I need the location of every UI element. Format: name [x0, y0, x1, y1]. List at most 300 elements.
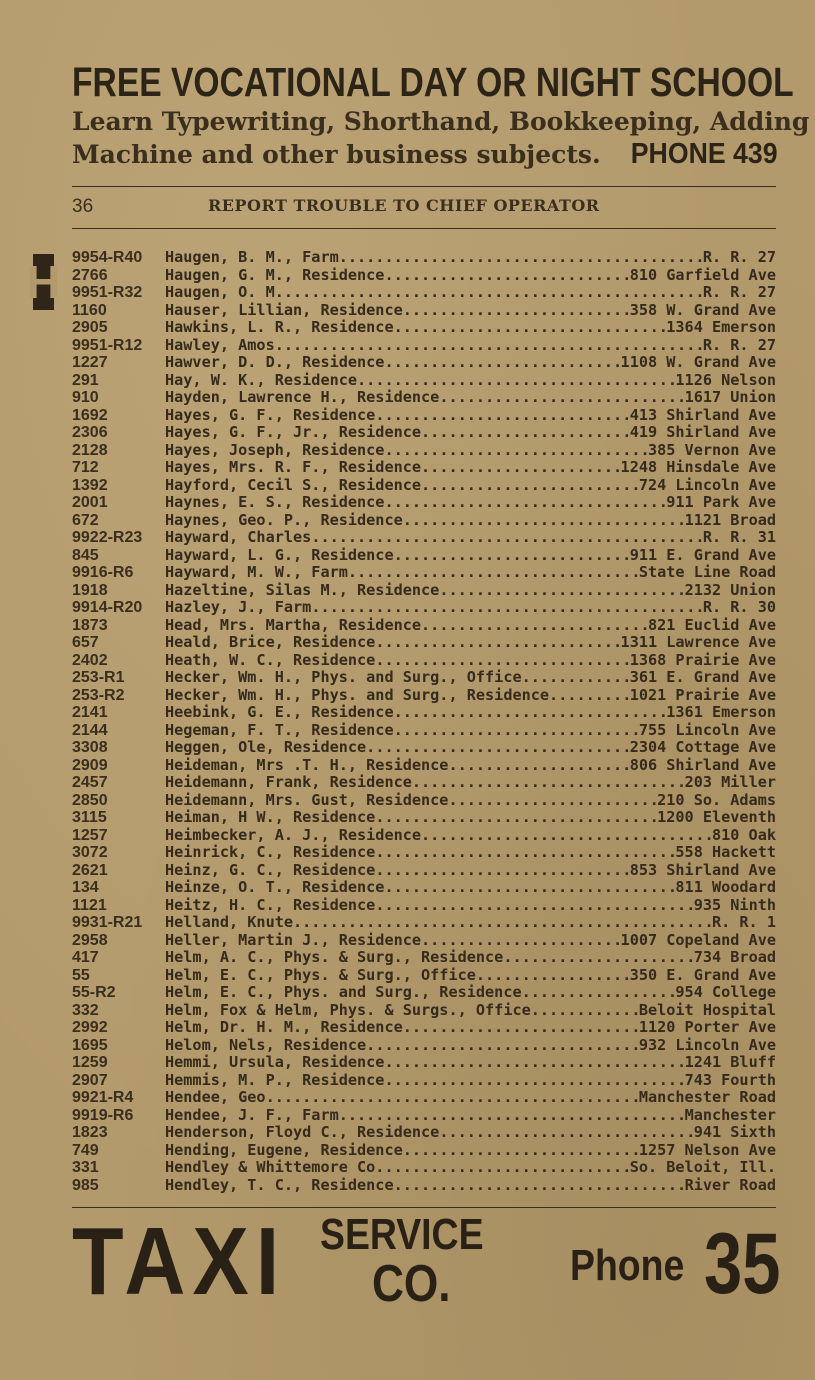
subscriber-address: 810 Oak: [711, 825, 776, 844]
phone-number: 134: [72, 879, 99, 896]
subscriber-name: Hawley, Amos: [165, 335, 275, 354]
subscriber-name: Heebink, G. E., Residence: [165, 703, 394, 721]
listing-row: [72, 302, 776, 320]
subscriber-address: 210 So. Adams: [657, 790, 776, 809]
leader-dots: [503, 949, 693, 967]
phone-number: 2402: [72, 651, 108, 669]
listing-entry: [165, 389, 776, 407]
subscriber-name: Helm, E. C., Phys. & Surg., Office: [165, 965, 476, 984]
listing-entry: [165, 1124, 776, 1142]
listing-row: [72, 337, 776, 355]
subscriber-address: 2304 Cottage Ave: [629, 738, 776, 756]
listing-entry: [165, 949, 776, 967]
listing-row: [72, 599, 776, 617]
listing-row: [72, 844, 776, 862]
listing-row: [72, 669, 776, 687]
subscriber-name: Helm, Dr. H. M., Residence: [165, 1018, 403, 1036]
header-notice: REPORT TROUBLE TO CHIEF OPERATOR: [208, 196, 600, 215]
subscriber-name: Hayes, Mrs. R. F., Residence: [165, 458, 422, 476]
subscriber-address: State Line Road: [638, 563, 776, 581]
subscriber-address: 361 E. Grand Ave: [629, 668, 776, 686]
listing-entry: [165, 459, 776, 477]
listing-entry: [165, 407, 776, 425]
leader-dots: [384, 1072, 684, 1090]
subscriber-name: Heinze, O. T., Residence: [165, 878, 385, 896]
listing-entry: [165, 879, 776, 897]
subscriber-address: 743 Fourth: [684, 1070, 776, 1089]
subscriber-name: Hazley, J., Farm: [165, 598, 312, 616]
section-letter-tab: H: [26, 256, 61, 308]
phone-number: 2144: [72, 721, 108, 739]
leader-dots: [366, 1037, 639, 1055]
leader-dots: [522, 669, 630, 687]
phone-number: 417: [72, 949, 99, 966]
phone-number: 2001: [72, 494, 108, 511]
phone-number: 253-R2: [72, 686, 125, 704]
leader-dots: [384, 442, 648, 460]
subscriber-name: Haugen, O. M.: [165, 283, 284, 301]
phone-number: 9954-R40: [72, 249, 143, 266]
phone-number: 2958: [72, 931, 108, 949]
listing-row: [72, 722, 776, 740]
ad-line-2-row: [72, 138, 778, 171]
listing-entry: [165, 267, 776, 285]
leader-dots: [421, 932, 621, 950]
phone-number: 2992: [72, 1019, 108, 1036]
listing-entry: [165, 739, 776, 757]
subscriber-address: 810 Garfield Ave: [629, 265, 776, 284]
leader-dots: [357, 372, 675, 390]
listing-entry: [165, 319, 776, 337]
subscriber-address: 1126 Nelson: [675, 370, 776, 389]
listing-row: [72, 477, 776, 495]
directory-listing: [72, 249, 776, 1194]
subscriber-name: Hayes, G. F., Residence: [165, 405, 376, 424]
listing-row: [72, 1124, 776, 1142]
subscriber-name: Heimbecker, A. J., Residence: [165, 825, 422, 844]
subscriber-name: Hayes, Joseph, Residence: [165, 440, 385, 459]
listing-entry: [165, 914, 776, 932]
listing-row: [72, 1107, 776, 1125]
subscriber-name: Helom, Nels, Residence: [165, 1035, 367, 1054]
phone-number: 712: [72, 459, 99, 476]
listing-row: [72, 617, 776, 635]
subscriber-address: 1257 Nelson Ave: [638, 1140, 776, 1159]
subscriber-name: Helm, Fox & Helm, Phys. & Surgs., Office: [165, 1000, 531, 1019]
phone-number: 672: [72, 511, 99, 529]
subscriber-name: Hendley & Whittemore Co.: [165, 1158, 385, 1176]
listing-row: [72, 792, 776, 810]
listing-entry: [165, 249, 776, 267]
taxi-phone-number: 35: [704, 1216, 781, 1312]
leader-dots: [403, 1142, 639, 1160]
phone-number: 3072: [72, 844, 108, 861]
listing-row: [72, 547, 776, 565]
listing-entry: [165, 932, 776, 950]
leader-dots: [366, 739, 630, 757]
subscriber-address: Manchester Road: [638, 1088, 776, 1106]
listing-row: [72, 442, 776, 460]
listing-row: [72, 757, 776, 775]
subscriber-address: 558 Hackett: [675, 843, 776, 861]
listing-row: [72, 1072, 776, 1090]
listing-row: [72, 354, 776, 372]
subscriber-name: Haugen, B. M., Farm: [165, 248, 339, 266]
subscriber-name: Hemmis, M. P., Residence: [165, 1070, 385, 1089]
leader-dots: [348, 564, 639, 582]
listing-row: [72, 687, 776, 705]
phone-number: 9922-R23: [72, 529, 143, 546]
leader-dots: [394, 319, 667, 337]
subscriber-address: 734 Broad: [693, 948, 776, 966]
listing-row: [72, 1054, 776, 1072]
subscriber-name: Head, Mrs. Martha, Residence: [165, 615, 422, 634]
subscriber-address: 911 E. Grand Ave: [629, 545, 776, 564]
listing-entry: [165, 582, 776, 600]
leader-dots: [384, 1159, 629, 1177]
listing-entry: [165, 704, 776, 722]
listing-row: [72, 407, 776, 425]
leader-dots: [275, 1089, 639, 1107]
listing-row: [72, 862, 776, 880]
subscriber-name: Heggen, Ole, Residence: [165, 738, 367, 756]
subscriber-name: Heideman, Mrs .T. H., Residence: [165, 755, 449, 774]
leader-dots: [293, 914, 712, 932]
subscriber-address: 1007 Copeland Ave: [620, 930, 776, 949]
listing-row: [72, 372, 776, 390]
subscriber-address: 724 Lincoln Ave: [638, 475, 776, 494]
subscriber-address: R. R. 27: [702, 248, 776, 266]
listing-entry: [165, 669, 776, 687]
phone-number: 2306: [72, 424, 108, 441]
listing-entry: [165, 757, 776, 775]
leader-dots: [375, 407, 629, 425]
subscriber-address: 853 Shirland Ave: [629, 860, 776, 879]
leader-dots: [311, 599, 703, 617]
listing-entry: [165, 1019, 776, 1037]
leader-dots: [439, 389, 684, 407]
leader-dots: [284, 284, 703, 302]
listing-row: [72, 984, 776, 1002]
phone-number: 2850: [72, 791, 108, 809]
subscriber-address: 1364 Emerson: [666, 318, 776, 336]
listing-entry: [165, 494, 776, 512]
leader-dots: [403, 302, 630, 320]
listing-entry: [165, 652, 776, 670]
leader-dots: [339, 1107, 685, 1125]
subscriber-name: Hayes, G. F., Jr., Residence: [165, 423, 422, 441]
ad-title: FREE VOCATIONAL DAY OR NIGHT SCHOOL: [72, 59, 794, 105]
phone-number: 2909: [72, 756, 108, 774]
leader-dots: [439, 582, 684, 600]
listing-entry: [165, 1107, 776, 1125]
listing-entry: [165, 547, 776, 565]
subscriber-address: 1241 Bluff: [684, 1053, 776, 1071]
phone-number: 55-R2: [72, 984, 116, 1001]
subscriber-name: Hay, W. K., Residence: [165, 370, 358, 389]
listing-row: [72, 1089, 776, 1107]
listing-row: [72, 319, 776, 337]
subscriber-name: Hemmi, Ursula, Residence: [165, 1053, 385, 1071]
subscriber-name: Helland, Knute: [165, 913, 294, 931]
subscriber-name: Hazeltine, Silas M., Residence: [165, 580, 440, 599]
ad-line-2: Machine and other business subjects.: [72, 140, 601, 169]
subscriber-name: Heller, Martin J., Residence: [165, 930, 422, 949]
listing-entry: [165, 512, 776, 530]
leader-dots: [394, 722, 639, 740]
subscriber-name: Hendee, J. F., Farm: [165, 1105, 339, 1124]
phone-number: 1259: [72, 1054, 108, 1071]
subscriber-address: 1200 Eleventh: [657, 808, 776, 826]
phone-number: 1392: [72, 476, 108, 494]
subscriber-address: 1021 Prairie Ave: [629, 685, 776, 704]
listing-row: [72, 564, 776, 582]
phone-number: 1227: [72, 354, 108, 371]
phone-number: 253-R1: [72, 669, 125, 686]
ad-line-1: Learn Typewriting, Shorthand, Bookkeeping, Adding: [72, 107, 810, 136]
subscriber-name: Hayford, Cecil S., Residence: [165, 475, 422, 494]
listing-row: [72, 652, 776, 670]
subscriber-address: 954 College: [675, 983, 776, 1001]
leader-dots: [394, 1177, 685, 1195]
subscriber-name: Hegeman, F. T., Residence: [165, 720, 394, 739]
leader-dots: [384, 267, 629, 285]
leader-dots: [421, 827, 712, 845]
subscriber-name: Heath, W. C., Residence: [165, 650, 376, 669]
leader-dots: [448, 757, 629, 775]
subscriber-address: 1368 Prairie Ave: [629, 650, 776, 669]
subscriber-address: 1120 Porter Ave: [638, 1018, 776, 1036]
listing-row: [72, 897, 776, 915]
service-word: SERVICE: [320, 1210, 484, 1259]
phone-number: 2766: [72, 266, 108, 284]
listing-row: [72, 949, 776, 967]
subscriber-name: Hendee, Geo.: [165, 1088, 275, 1106]
subscriber-name: Heinrick, C., Residence: [165, 843, 376, 861]
phone-number: 845: [72, 546, 99, 564]
listing-entry: [165, 529, 776, 547]
listing-row: [72, 774, 776, 792]
phone-number: 2128: [72, 441, 108, 459]
listing-entry: [165, 424, 776, 442]
leader-dots: [375, 809, 657, 827]
leader-dots: [275, 337, 703, 355]
leader-dots: [375, 844, 675, 862]
listing-entry: [165, 477, 776, 495]
leader-dots: [375, 897, 693, 915]
phone-number: 657: [72, 634, 99, 651]
leader-dots: [384, 1054, 684, 1072]
listing-entry: [165, 1072, 776, 1090]
listing-row: [72, 1159, 776, 1177]
phone-number: 1695: [72, 1036, 108, 1054]
listing-entry: [165, 897, 776, 915]
leader-dots: [375, 652, 629, 670]
listing-row: [72, 284, 776, 302]
listing-entry: [165, 337, 776, 355]
subscriber-name: Haynes, E. S., Residence: [165, 493, 385, 511]
leader-dots: [421, 477, 639, 495]
ad-phone: PHONE 439: [631, 138, 778, 170]
header-rule: [72, 228, 776, 229]
subscriber-address: 385 Vernon Ave: [647, 440, 776, 459]
listing-entry: [165, 1089, 776, 1107]
listing-entry: [165, 809, 776, 827]
subscriber-address: 1361 Emerson: [666, 703, 776, 721]
listing-row: [72, 1019, 776, 1037]
leader-dots: [522, 984, 676, 1002]
listing-row: [72, 529, 776, 547]
subscriber-name: Heiman, H W., Residence: [165, 808, 376, 826]
phone-number: 331: [72, 1159, 99, 1176]
subscriber-name: Hecker, Wm. H., Phys. and Surg., Office: [165, 668, 522, 686]
subscriber-address: Beloit Hospital: [638, 1000, 776, 1019]
listing-row: [72, 1177, 776, 1195]
taxi-word: TAXI: [72, 1208, 287, 1315]
phone-number: 1873: [72, 616, 108, 634]
subscriber-address: So. Beloit, Ill.: [629, 1158, 776, 1176]
listing-row: [72, 739, 776, 757]
phone-number: 3115: [72, 809, 107, 826]
listing-entry: [165, 1002, 776, 1020]
listing-entry: [165, 634, 776, 652]
school-advertisement: [72, 58, 810, 171]
phone-number: 9916-R6: [72, 564, 134, 581]
listing-row: [72, 827, 776, 845]
phone-number: 9919-R6: [72, 1106, 134, 1124]
phone-number: 9951-R12: [72, 336, 143, 354]
phone-number: 2621: [72, 861, 108, 879]
listing-row: [72, 424, 776, 442]
listing-row: [72, 1142, 776, 1160]
leader-dots: [531, 1002, 639, 1020]
subscriber-address: 358 W. Grand Ave: [629, 300, 776, 319]
phone-number: 1121: [72, 896, 107, 914]
subscriber-address: Manchester: [684, 1105, 776, 1124]
listing-row: [72, 459, 776, 477]
phone-number: 9921-R4: [72, 1089, 134, 1106]
listing-entry: [165, 1159, 776, 1177]
listing-entry: [165, 722, 776, 740]
listing-entry: [165, 984, 776, 1002]
phone-number: 2457: [72, 774, 108, 791]
subscriber-address: River Road: [684, 1175, 776, 1194]
listing-entry: [165, 302, 776, 320]
phone-number: 2141: [72, 704, 108, 721]
taxi-advertisement: [72, 1208, 781, 1322]
subscriber-name: Henderson, Floyd C., Residence: [165, 1123, 440, 1141]
listing-entry: [165, 1037, 776, 1055]
subscriber-address: 203 Miller: [684, 773, 776, 791]
leader-dots: [421, 617, 648, 635]
phone-number: 332: [72, 1001, 99, 1019]
subscriber-address: 1108 W. Grand Ave: [620, 353, 776, 371]
subscriber-address: 932 Lincoln Ave: [638, 1035, 776, 1054]
subscriber-name: Hayward, L. G., Residence: [165, 545, 394, 564]
page-header: [72, 194, 776, 222]
listing-row: [72, 582, 776, 600]
subscriber-address: 821 Euclid Ave: [647, 615, 776, 634]
leader-dots: [311, 529, 703, 547]
subscriber-address: 1617 Union: [684, 388, 776, 406]
subscriber-address: R. R. 31: [702, 528, 776, 546]
leader-dots: [439, 1124, 693, 1142]
subscriber-name: Hayward, Charles: [165, 528, 312, 546]
phone-number: 2905: [72, 319, 108, 336]
listing-entry: [165, 354, 776, 372]
listing-entry: [165, 617, 776, 635]
phone-number: 749: [72, 1141, 99, 1159]
listing-entry: [165, 1054, 776, 1072]
leader-dots: [394, 704, 667, 722]
leader-dots: [403, 512, 685, 530]
leader-dots: [476, 967, 630, 985]
listing-entry: [165, 687, 776, 705]
leader-dots: [448, 792, 657, 810]
listing-entry: [165, 862, 776, 880]
leader-dots: [412, 774, 685, 792]
listing-entry: [165, 284, 776, 302]
subscriber-name: Heidemann, Mrs. Gust, Residence: [165, 790, 449, 809]
listing-row: [72, 1037, 776, 1055]
leader-dots: [421, 424, 630, 442]
listing-row: [72, 267, 776, 285]
listing-row: [72, 704, 776, 722]
leader-dots: [403, 1019, 639, 1037]
phone-number: 1823: [72, 1124, 108, 1141]
subscriber-name: Helm, A. C., Phys. & Surg., Residence: [165, 948, 504, 966]
subscriber-name: Heald, Brice, Residence: [165, 633, 376, 651]
listing-entry: [165, 827, 776, 845]
subscriber-name: Heidemann, Frank, Residence: [165, 773, 412, 791]
phone-number: 3308: [72, 739, 108, 756]
subscriber-name: Haynes, Geo. P., Residence: [165, 510, 403, 529]
phone-number: 9931-R21: [72, 914, 143, 931]
leader-dots: [384, 494, 666, 512]
phone-number: 2907: [72, 1071, 108, 1089]
phone-number: 1257: [72, 826, 108, 844]
phone-number: 910: [72, 389, 99, 406]
listing-row: [72, 914, 776, 932]
listing-entry: [165, 792, 776, 810]
subscriber-address: 2132 Union: [684, 580, 776, 599]
listing-row: [72, 512, 776, 530]
subscriber-address: 1121 Broad: [684, 510, 776, 529]
leader-dots: [375, 862, 629, 880]
co-word: CO.: [372, 1255, 451, 1313]
subscriber-address: R. R. 1: [711, 913, 776, 931]
listing-entry: [165, 372, 776, 390]
subscriber-address: 811 Woodard: [675, 878, 776, 896]
leader-dots: [339, 249, 703, 267]
listing-entry: [165, 1142, 776, 1160]
leader-dots: [421, 459, 621, 477]
subscriber-address: 419 Shirland Ave: [629, 423, 776, 441]
leader-dots: [549, 687, 630, 705]
subscriber-address: 911 Park Ave: [666, 493, 776, 511]
subscriber-name: Hauser, Lillian, Residence: [165, 300, 403, 319]
subscriber-name: Hayden, Lawrence H., Residence: [165, 388, 440, 406]
listing-row: [72, 494, 776, 512]
phone-number: 9914-R20: [72, 599, 143, 616]
listing-row: [72, 932, 776, 950]
leader-dots: [384, 354, 620, 372]
subscriber-address: R. R. 27: [702, 335, 776, 354]
listing-row: [72, 879, 776, 897]
subscriber-address: 350 E. Grand Ave: [629, 965, 776, 984]
subscriber-name: Hayward, M. W., Farm: [165, 563, 348, 581]
subscriber-name: Heinz, G. C., Residence: [165, 860, 376, 879]
